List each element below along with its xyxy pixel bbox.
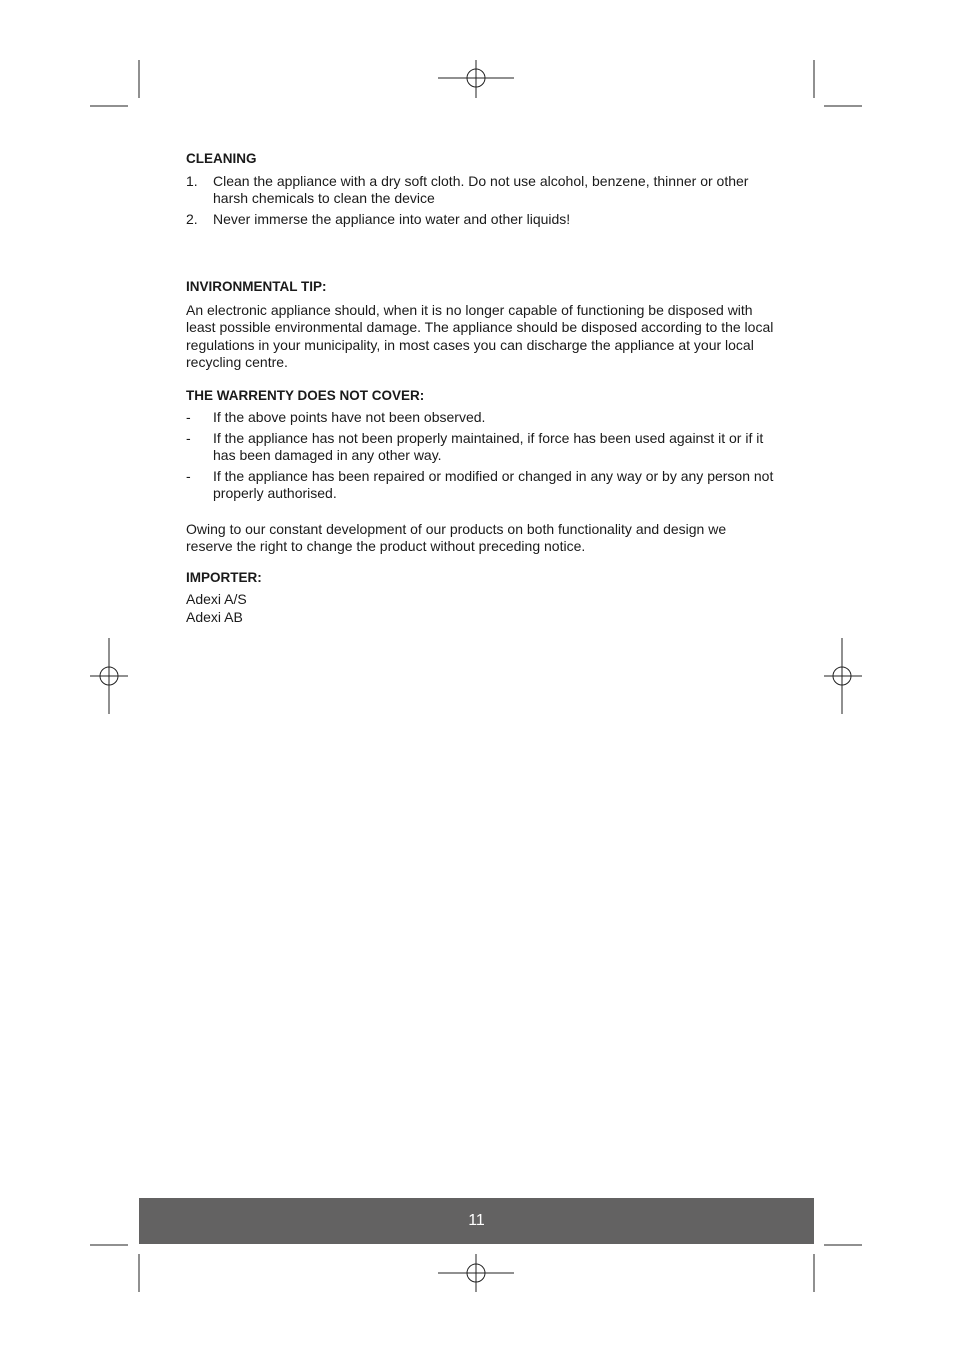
list-item bbox=[186, 430, 776, 465]
document-body bbox=[186, 150, 776, 626]
environmental-text: An electronic appliance should, when it is no longer capable of functioning be disposed with least possible environmental damage. The appliance should be disposed according to the local regulations in your municipality, in most cases you can discharge the appliance at your local recycling centre. bbox=[186, 301, 774, 370]
page-number: 11 bbox=[468, 1212, 485, 1229]
list-item-text: Clean the appliance with a dry soft cloth. Do not use alcohol, benzene, thinner or other harsh chemicals to clean the device bbox=[213, 172, 749, 206]
cleaning-list bbox=[186, 173, 776, 229]
list-item-text: If the above points have not been observed. bbox=[213, 409, 486, 425]
list-item bbox=[186, 173, 776, 208]
list-item-text: If the appliance has been repaired or modified or changed in any way or by any person not properly authorised. bbox=[213, 467, 774, 501]
environmental-heading: INVIRONMENTAL TIP: bbox=[186, 279, 327, 294]
importer-heading: IMPORTER: bbox=[186, 569, 262, 585]
list-marker: - bbox=[186, 409, 191, 425]
warranty-heading: THE WARRENTY DOES NOT COVER: bbox=[186, 387, 425, 403]
list-marker: - bbox=[186, 429, 191, 446]
list-item-text: If the appliance has not been properly maintained, if force has been used against it or if it has been damaged in any other way. bbox=[213, 429, 764, 463]
footer-bar bbox=[139, 1198, 814, 1244]
list-item-text: Never immerse the appliance into water and other liquids! bbox=[213, 210, 571, 227]
importer-line: Adexi AB bbox=[186, 608, 243, 625]
list-item bbox=[186, 211, 776, 229]
notice-text: Owing to our constant development of our products on both functionality and design we reserve the right to change the product without preceding notice. bbox=[186, 520, 727, 554]
list-item bbox=[186, 409, 776, 427]
list-marker: 1. bbox=[186, 172, 198, 189]
list-marker: - bbox=[186, 467, 191, 484]
list-marker: 2. bbox=[186, 210, 198, 227]
cleaning-heading: CLEANING bbox=[186, 151, 257, 166]
warranty-list bbox=[186, 409, 776, 503]
list-item bbox=[186, 468, 776, 503]
importer-line: Adexi A/S bbox=[186, 591, 247, 607]
